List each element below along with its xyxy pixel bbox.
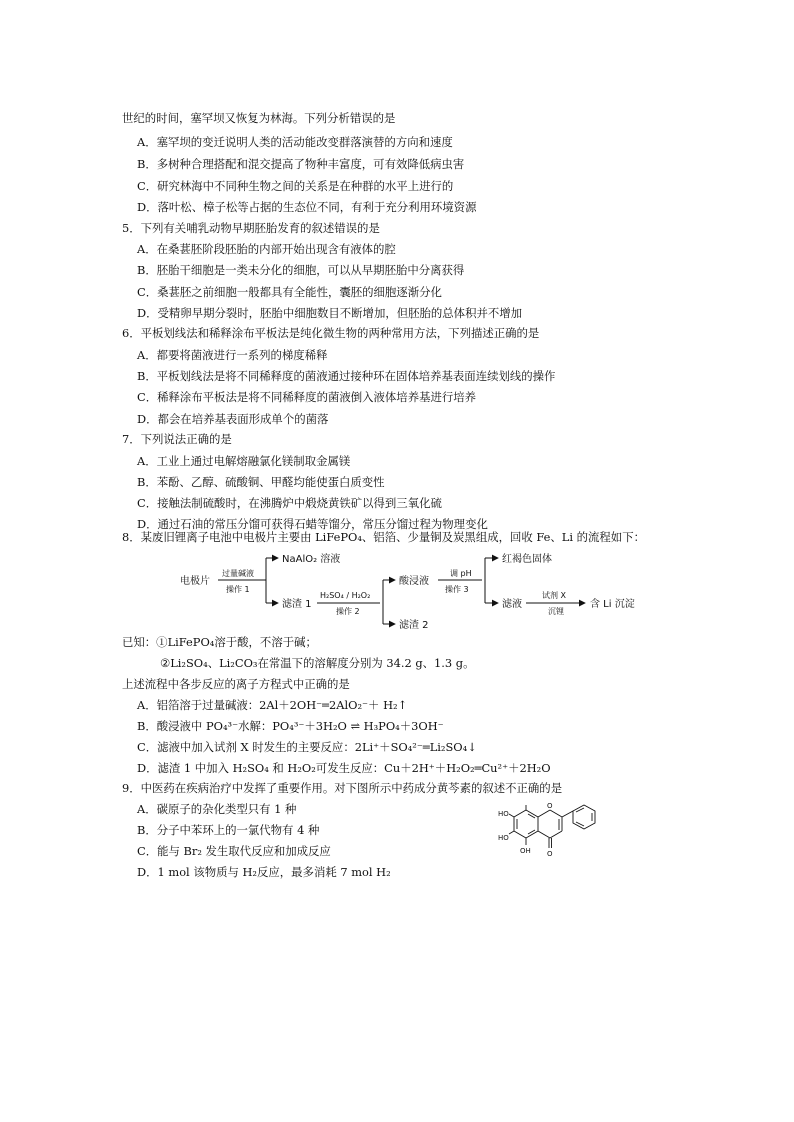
q8-option-a: A．铝箔溶于过量碱液：2Al＋2OH⁻═2AlO₂⁻＋ H₂↑ (137, 698, 408, 712)
flow-li-ppt: 含 Li 沉淀 (590, 599, 635, 610)
q4-option-c: C．研究林海中不同种生物之间的关系是在种群的水平上进行的 (137, 179, 454, 193)
q4-option-d: D．落叶松、樟子松等占据的生态位不同，有利于充分利用环境资源 (137, 200, 477, 214)
q5-option-b: B．胚胎干细胞是一类未分化的细胞，可以从早期胚胎中分离获得 (137, 263, 465, 277)
flow-precipitate: 沉锂 (548, 607, 564, 616)
mol-oh: OH (520, 847, 531, 855)
flow-residue2: 滤渣 2 (399, 620, 429, 631)
q7-option-a: A．工业上通过电解熔融氯化镁制取金属镁 (137, 454, 351, 468)
q8-stem: 8．某废旧锂离子电池中电极片主要由 LiFePO₄、铝箔、少量铜及炭黑组成，回收 Fe、Li 的流程如下： (122, 530, 645, 544)
flow-electrode: 电极片 (180, 576, 210, 587)
known-1: 已知：①LiFePO₄溶于酸，不溶于碱； (122, 635, 317, 649)
q8-option-c: C．滤液中加入试剂 X 时发生的主要反应：2Li⁺＋SO₄²⁻═Li₂SO₄↓ (137, 740, 477, 754)
q8-ask: 上述流程中各步反应的离子方程式中正确的是 (122, 677, 350, 691)
mol-ho-1: HO (498, 810, 509, 818)
flow-reagent-x: 试剂 X (542, 591, 567, 600)
q8-option-b: B．酸浸液中 PO₄³⁻水解：PO₄³⁻＋3H₂O ⇌ H₃PO₄＋3OH⁻ (137, 719, 444, 733)
process-flowchart (170, 546, 660, 632)
flow-filtrate: 滤液 (502, 599, 522, 610)
q7-option-b: B．苯酚、乙醇、硫酸铜、甲醛均能使蛋白质变性 (137, 475, 385, 489)
q4-option-a: A．塞罕坝的变迁说明人类的活动能改变群落演替的方向和速度 (137, 135, 453, 149)
q6-option-c: C．稀释涂布平板法是将不同稀释度的菌液倒入液体培养基进行培养 (137, 390, 477, 404)
baicalein-structure (498, 800, 608, 866)
known-2: ②Li₂SO₄、Li₂CO₃在常温下的溶解度分别为 34.2 g、1.3 g。 (160, 656, 475, 670)
q7-stem: 7．下列说法正确的是 (122, 432, 232, 446)
q9-option-a: A．碳原子的杂化类型只有 1 种 (137, 802, 297, 816)
q7-option-d: D．通过石油的常压分馏可获得石蜡等馏分，常压分馏过程为物理变化 (137, 517, 488, 531)
q6-option-a: A．都要将菌液进行一系列的梯度稀释 (137, 348, 328, 362)
q5-option-c: C．桑葚胚之前细胞一般都具有全能性，囊胚的细胞逐渐分化 (137, 285, 442, 299)
q9-option-b: B．分子中苯环上的一氯代物有 4 种 (137, 823, 320, 837)
q9-stem: 9．中医药在疾病治疗中发挥了重要作用。对下图所示中药成分黄芩素的叙述不正确的是 (122, 781, 563, 795)
q8-option-d: D．滤渣 1 中加入 H₂SO₄ 和 H₂O₂可发生反应：Cu＋2H⁺＋H₂O₂═Cu²⁺＋2H₂O (137, 761, 551, 775)
flow-acid-leach: 酸浸液 (399, 576, 429, 587)
q9-option-d: D．1 mol 该物质与 H₂反应，最多消耗 7 mol H₂ (137, 865, 391, 879)
q6-stem: 6．平板划线法和稀释涂布平板法是纯化微生物的两种常用方法，下列描述正确的是 (122, 326, 540, 340)
q7-option-c: C．接触法制硫酸时，在沸腾炉中煅烧黄铁矿以得到三氧化硫 (137, 496, 442, 510)
q5-stem: 5．下列有关哺乳动物早期胚胎发育的叙述错误的是 (122, 221, 380, 235)
flow-op1: 操作 1 (226, 585, 250, 594)
mol-ho-2: HO (498, 834, 509, 842)
flow-red-brown: 红褐色固体 (502, 554, 552, 565)
flow-residue1: 滤渣 1 (282, 599, 312, 610)
q4-option-b: B．多树种合理搭配和混交提高了物种丰富度，可有效降低病虫害 (137, 157, 465, 171)
flow-op2: 操作 2 (336, 607, 360, 616)
flow-excess-base: 过量碱液 (222, 569, 254, 578)
q5-option-d: D．受精卵早期分裂时，胚胎中细胞数目不断增加，但胚胎的总体积并不增加 (137, 306, 523, 320)
flow-naalo2: NaAlO₂ 溶液 (282, 554, 341, 565)
flow-op3: 操作 3 (445, 585, 469, 594)
flow-reagent2: H₂SO₄ / H₂O₂ (320, 591, 371, 600)
flow-adjust-ph: 调 pH (450, 569, 472, 578)
mol-o-keto: O (547, 850, 553, 858)
mol-o-ring: O (547, 802, 553, 810)
q6-option-b: B．平板划线法是将不同稀释度的菌液通过接种环在固体培养基表面连续划线的操作 (137, 369, 556, 383)
q5-option-a: A．在桑葚胚阶段胚胎的内部开始出现含有液体的腔 (137, 242, 396, 256)
q4-stem-tail: 世纪的时间，塞罕坝又恢复为林海。下列分析错误的是 (122, 111, 396, 125)
q9-option-c: C．能与 Br₂ 发生取代反应和加成反应 (137, 844, 331, 858)
q6-option-d: D．都会在培养基表面形成单个的菌落 (137, 412, 329, 426)
